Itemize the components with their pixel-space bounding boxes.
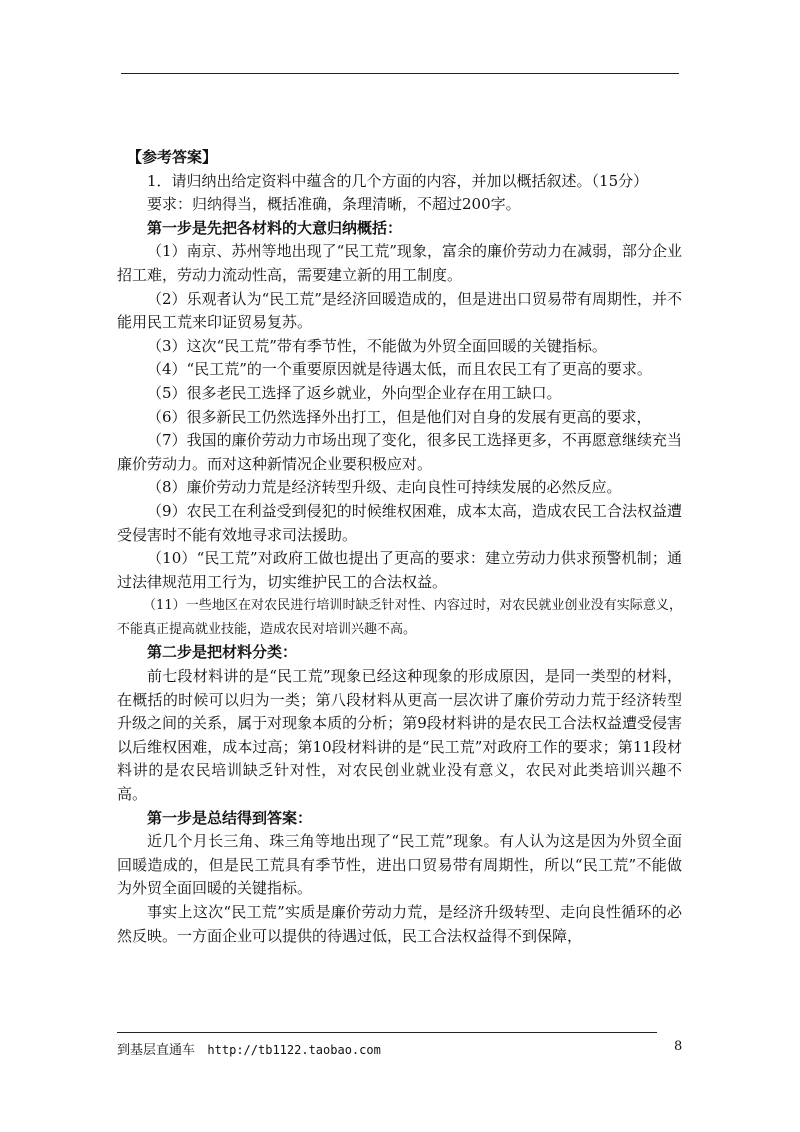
step2-heading: 第二步是把材料分类： <box>147 643 298 662</box>
item-11: （11）一些地区在对农民进行培训时缺乏针对性、内容过时，对农民就业创业没有实际意义，不能真正提高就业技能，造成农民对培训兴趣不高。 <box>117 598 682 637</box>
footer-text: 到基层直通车 <box>117 1043 196 1058</box>
footer-rule <box>117 1032 657 1033</box>
item-6: （6）很多新民工仍然选择外出打工，但是他们对自身的发展有更高的要求， <box>147 407 652 426</box>
item-10: （10）“民工荒”对政府工做也提出了更高的要求：建立劳动力供求预警机制；通过法律规范用工行为，切实维护民工的合法权益。 <box>117 549 682 591</box>
step2-text: 前七段材料讲的是“民工荒”现象已经这种现象的形成原因，是同一类型的材料，在概括的时候可以归为一类；第八段材料从更高一层次讲了廉价劳动力荒于经济转型升级之间的关系，属于对现象本质的分析；第9段材料讲的是农民工合法权益遭受侵害以后维权困难，成本过高；第10段材料讲的是“民工荒”对政府工作的要求；第11段材料讲的是农民培训缺乏针对性，对农民创业就业没有意义，农民对此类培训兴趣不高。 <box>117 667 682 804</box>
question-1: 1．请归纳出给定资料中蕴含的几个方面的内容，并加以概括叙述。（15分） <box>147 171 649 190</box>
item-7: （7）我国的廉价劳动力市场出现了变化，很多民工选择更多，不再愿意继续充当廉价劳动力。而对这种新情况企业要积极应对。 <box>117 431 682 473</box>
answer-paragraph-2: 事实上这次“民工荒”实质是廉价劳动力荒，是经济升级转型、走向良性循环的必然反映。一方面企业可以提供的待遇过低，民工合法权益得不到保障， <box>117 903 682 945</box>
step1-heading: 第一步是先把各材料的大意归纳概括： <box>147 218 403 237</box>
item-9: （9）农民工在利益受到侵犯的时候维权困难，成本太高，造成农民工合法权益遭受侵害时不能有效地寻求司法援助。 <box>117 501 682 544</box>
item-3: （3）这次“民工荒”带有季节性，不能做为外贸全面回暖的关键指标。 <box>147 336 607 355</box>
item-5: （5）很多老民工选择了返乡就业，外向型企业存在用工缺口。 <box>147 383 562 402</box>
item-1: （1）南京、苏州等地出现了“民工荒”现象，富余的廉价劳动力在减弱，部分企业招工难，劳动力流动性高，需要建立新的用工制度。 <box>117 242 682 284</box>
answer-heading: 【参考答案】 <box>127 148 218 166</box>
page-number: 8 <box>674 1039 683 1054</box>
item-2: （2）乐观者认为“民工荒”是经济回暖造成的，但是进出口贸易带有周期性，并不能用民工荒来印证贸易复苏。 <box>117 289 682 332</box>
answer-paragraph-1: 近几个月长三角、珠三角等地出现了“民工荒”现象。有人认为这是因为外贸全面回暖造成的，但是民工荒具有季节性，进出口贸易带有周期性，所以“民工荒”不能做为外贸全面回暖的关键指标。 <box>117 832 682 898</box>
step3-heading: 第一步是总结得到答案： <box>147 808 313 827</box>
footer-url-link[interactable]: http://tb1122.taobao.com <box>207 1043 381 1057</box>
document-body <box>117 146 682 948</box>
item-4: （4）“民工荒”的一个重要原因就是待遇太低，而且农民工有了更高的要求。 <box>147 360 652 379</box>
header-rule <box>121 73 679 74</box>
footer-source <box>117 1039 381 1058</box>
requirement: 要求：归纳得当，概括准确，条理清晰，不超过200字。 <box>147 195 521 214</box>
item-8: （8）廉价劳动力荒是经济转型升级、走向良性可持续发展的必然反应。 <box>147 478 622 497</box>
